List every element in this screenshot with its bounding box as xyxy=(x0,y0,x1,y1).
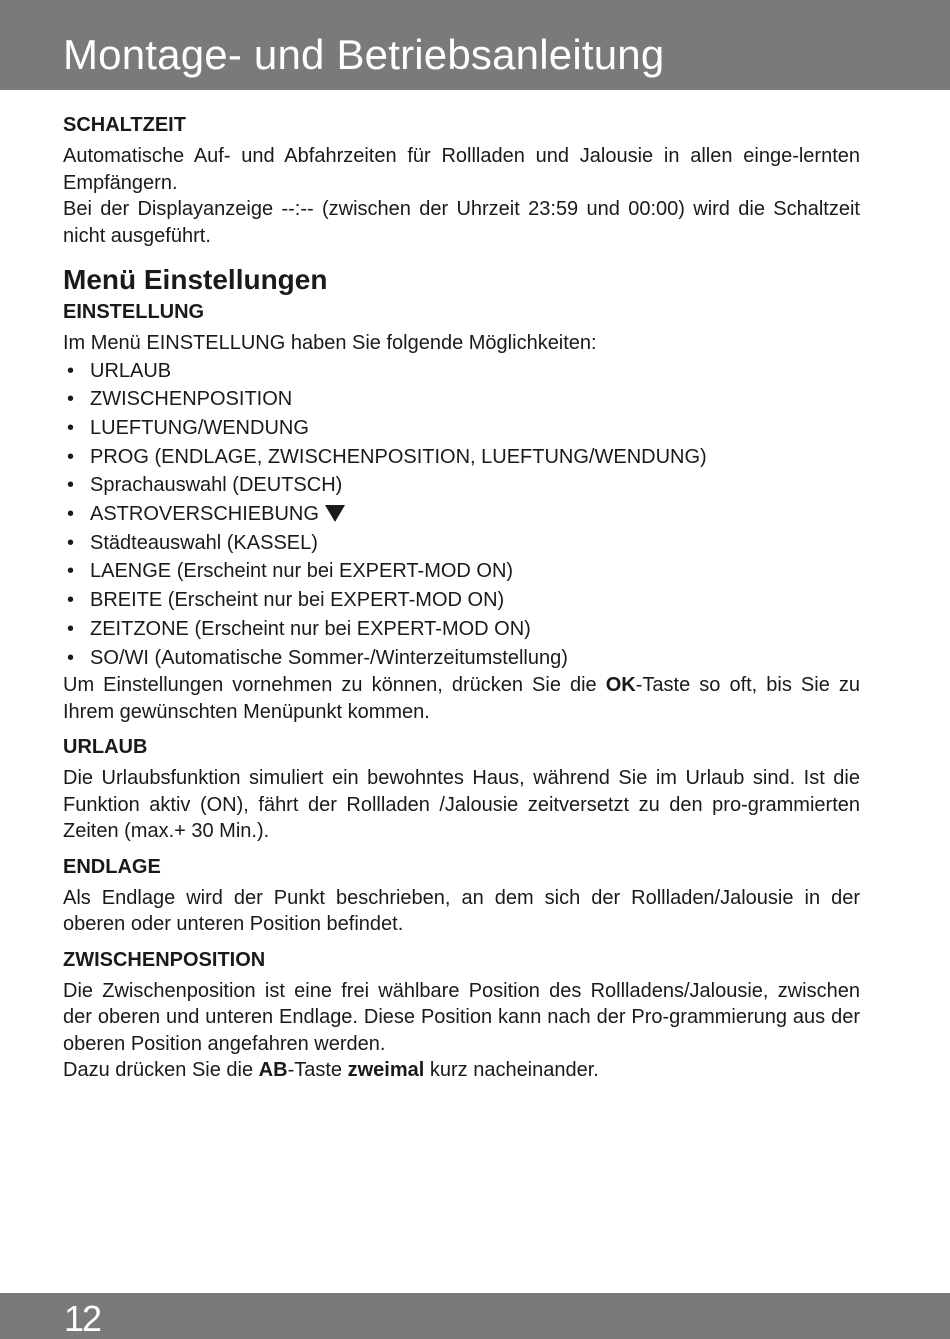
ab-key-label: AB xyxy=(258,1059,288,1082)
bullet: • xyxy=(67,646,75,669)
list-item: • SO/WI (Automatische Sommer-/Winterzeitumstellung) xyxy=(63,644,860,673)
bullet: • xyxy=(67,359,75,382)
section-heading-zwischenposition: ZWISCHENPOSITION xyxy=(63,948,266,971)
ok-key-label: OK xyxy=(605,674,636,697)
bullet: • xyxy=(67,474,75,497)
zwischenposition-paragraph-1: Die Zwischenposition ist eine frei wählbare Position des Rollladens/Jalousie, zwischen der oberen und unteren Endlage. Diese Position kann nach der Pro-grammierung aus der oberen Position angefahren werden. xyxy=(63,979,860,1055)
menu-heading: Menü Einstellungen xyxy=(63,264,328,295)
schaltzeit-paragraph-2: Bei der Displayanzeige --:-- (zwischen der Uhrzeit 23:59 und 00:00) wird die Schaltzeit nicht ausgeführt. xyxy=(63,198,860,247)
section-heading-endlage: ENDLAGE xyxy=(63,855,161,878)
page-title: Montage- und Betriebsanleitung xyxy=(63,31,665,78)
list-item: • Sprachauswahl (DEUTSCH) xyxy=(63,471,860,500)
urlaub-paragraph: Die Urlaubsfunktion simuliert ein bewohntes Haus, während Sie im Urlaub sind. Ist die Funktion aktiv (ON), fährt der Rollladen /Jalousie zeitversetzt zu den pro-grammierten Zeiten (max.+ 30 Min.). xyxy=(63,767,860,843)
page-content xyxy=(63,112,860,1084)
einstellung-intro: Im Menü EINSTELLUNG haben Sie folgende Möglichkeiten: xyxy=(63,332,597,354)
endlage-paragraph: Als Endlage wird der Punkt beschrieben, an dem sich der Rollladen/Jalousie in der oberen oder unteren Position befindet. xyxy=(63,886,860,936)
list-item: • ASTROVERSCHIEBUNG xyxy=(63,500,860,529)
bullet: • xyxy=(67,445,75,468)
list-item: • ZWISCHENPOSITION xyxy=(63,385,860,414)
page-footer xyxy=(0,1293,950,1339)
list-item: • Städteauswahl (KASSEL) xyxy=(63,529,860,558)
section-heading-urlaub: URLAUB xyxy=(63,736,148,759)
list-item: • URLAUB xyxy=(63,357,860,386)
list-item: • LUEFTUNG/WENDUNG xyxy=(63,414,860,443)
section-heading-schaltzeit: SCHALTZEIT xyxy=(63,114,186,136)
bullet: • xyxy=(67,416,75,439)
list-item: • PROG (ENDLAGE, ZWISCHENPOSITION, LUEFTUNG/WENDUNG) xyxy=(63,443,860,472)
page-header xyxy=(0,0,950,90)
triangle-down-icon xyxy=(325,505,345,522)
emphasis-zweimal: zweimal xyxy=(347,1059,425,1082)
list-item: • ZEITZONE (Erscheint nur bei EXPERT-MOD ON) xyxy=(63,615,860,644)
bullet: • xyxy=(67,589,75,612)
schaltzeit-paragraph-1: Automatische Auf- und Abfahrzeiten für Rollladen und Jalousie in allen einge-lernten Empfängern. xyxy=(63,145,860,194)
bullet: • xyxy=(67,503,75,526)
einstellung-options-list xyxy=(63,357,860,673)
bullet: • xyxy=(67,560,75,583)
list-item: • BREITE (Erscheint nur bei EXPERT-MOD ON) xyxy=(63,586,860,615)
bullet: • xyxy=(67,531,75,554)
bullet: • xyxy=(67,617,75,640)
zwischenposition-paragraph-2: Dazu drücken Sie die AB-Taste zweimal kurz nacheinander. xyxy=(63,1059,599,1082)
section-heading-einstellung: EINSTELLUNG xyxy=(63,301,205,323)
page-number: 12 xyxy=(64,1298,101,1339)
bullet: • xyxy=(67,388,75,411)
list-item: • LAENGE (Erscheint nur bei EXPERT-MOD ON) xyxy=(63,557,860,586)
einstellung-outro: Um Einstellungen vornehmen zu können, drücken Sie die OK-Taste so oft, bis Sie zu Ihrem gewünschten Menüpunkt kommen. xyxy=(63,674,861,723)
